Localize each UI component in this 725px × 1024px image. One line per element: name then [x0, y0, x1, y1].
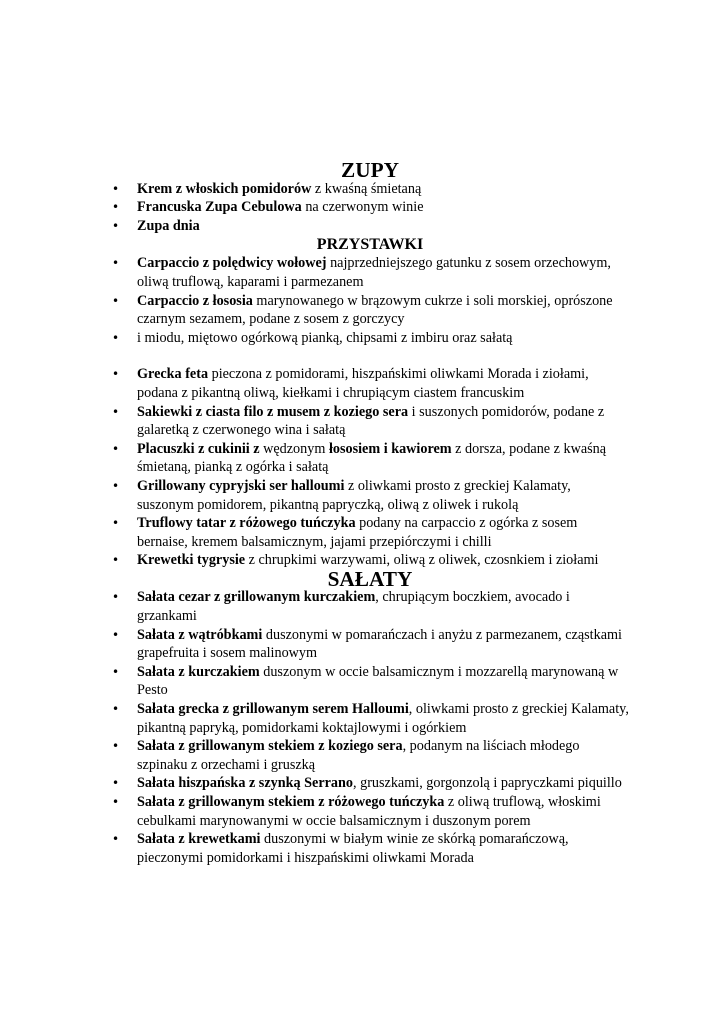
menu-item	[110, 626, 630, 663]
dish-description: duszonymi w białym winie ze skórką pomarańczową, pieczonymi pomidorkami i hiszpańskimi oliwkami Morada	[137, 831, 569, 866]
menu-item	[110, 292, 630, 329]
dish-name: Sałata grecka z grillowanym serem Halloumi	[137, 701, 409, 718]
dish-name: Zupa dnia	[137, 217, 200, 234]
dish-name: Placuszki z cukinii z	[137, 440, 260, 457]
section-list-zupy	[110, 180, 630, 236]
dish-name: Sałata hiszpańska z szynką Serrano	[137, 775, 353, 792]
dish-description: z kwaśną śmietaną	[311, 180, 422, 197]
dish-description: z chrupkimi warzywami, oliwą z oliwek, czosnkiem i ziołami	[245, 552, 599, 569]
menu-item	[110, 403, 630, 440]
dish-name: Krem z włoskich pomidorów	[137, 180, 312, 197]
dish-name: Carpaccio z polędwicy wołowej	[137, 255, 327, 272]
menu-item	[110, 737, 630, 774]
dish-name: Sakiewki z ciasta filo z musem z koziego sera	[137, 403, 409, 420]
menu-item	[110, 365, 630, 402]
dish-description: podany na carpaccio z ogórka z sosem bernaise, kremem balsamicznym, jajami przepiórczymi i chilli	[137, 515, 578, 550]
menu-item	[110, 477, 630, 514]
section-title-zupy: ZUPY	[341, 158, 399, 182]
dish-name: Sałata z wątróbkami	[137, 626, 263, 643]
section-title-salaty: SAŁATY	[327, 566, 413, 591]
dish-description: duszonym w occie balsamicznym i mozzarellą marynowaną w Pesto	[137, 663, 619, 699]
menu-item	[110, 663, 630, 700]
dish-name: Sałata z grillowanym stekiem z różowego tuńczyka	[137, 794, 445, 810]
menu-item	[110, 700, 630, 737]
section-title-przystawki: PRZYSTAWKI	[316, 236, 424, 254]
spacer	[110, 347, 630, 365]
dish-name: Grillowany cypryjski ser halloumi	[137, 477, 345, 494]
dish-name: Sałata z grillowanym stekiem z koziego sera	[137, 738, 403, 755]
menu-item	[110, 514, 630, 551]
dish-description: marynowanego w brązowym cukrze i soli morskiej, oprószone czarnym sezamem, podane z sosem z gorczycy	[137, 292, 613, 328]
dish-description: , oliwkami prosto z greckiej Kalamaty, pikantną papryką, pomidorkami koktajlowymi i ogórkiem	[137, 701, 629, 736]
menu-content	[110, 158, 630, 867]
dish-description: , gruszkami, gorgonzolą i papryczkami piquillo	[353, 775, 622, 792]
dish-description: z oliwkami prosto z greckiej Kalamaty, suszonym pomidorem, pikantną papryczką, oliwą z oliwek i rukolą	[137, 477, 571, 513]
menu-item	[110, 830, 630, 867]
menu-item	[110, 551, 630, 570]
menu-item	[110, 198, 630, 217]
dish-name: Francuska Zupa Cebulowa	[137, 199, 302, 216]
dish-description: , chrupiącym boczkiem, avocado i grzankami	[137, 589, 570, 625]
menu-item	[110, 329, 630, 348]
dish-description: z oliwą truflową, włoskimi cebulkami marynowanymi w occie balsamicznym i duszonym porem	[137, 794, 601, 829]
menu-item	[110, 588, 630, 625]
section-list-przystawki	[110, 254, 630, 570]
menu-item	[110, 774, 630, 793]
dish-description: najprzedniejszego gatunku z sosem orzechowym, oliwą truflową, kaparami i parmezanem	[137, 255, 611, 290]
dish-description: na czerwonym winie	[301, 199, 424, 216]
dish-name: Sałata cezar z grillowanym kurczakiem	[137, 589, 376, 606]
section-list-salaty	[110, 588, 630, 867]
dish-description: i miodu, miętowo ogórkową pianką, chipsami z imbiru oraz sałatą	[137, 329, 513, 346]
dish-description: duszonymi w pomarańczach i anyżu z parmezanem, cząstkami grapefruita i sosem malinowym	[137, 626, 622, 662]
dish-description: z dorsza, podane z kwaśną śmietaną, pianką z ogórka i sałatą	[137, 440, 607, 476]
dish-description: wędzonym	[259, 440, 329, 457]
dish-name: Sałata z krewetkami	[137, 831, 261, 848]
menu-item	[110, 180, 630, 199]
dish-name: łososiem i kawiorem	[328, 440, 452, 457]
menu-item	[110, 217, 630, 236]
menu-item	[110, 793, 630, 830]
dish-name: Truflowy tatar z różowego tuńczyka	[137, 515, 356, 532]
dish-name: Grecka feta	[137, 366, 209, 383]
menu-item	[110, 254, 630, 291]
dish-description: , podanym na liściach młodego szpinaku z orzechami i gruszką	[137, 738, 580, 773]
dish-name: Krewetki tygrysie	[137, 552, 246, 569]
dish-name: Carpaccio z łososia	[137, 292, 253, 309]
menu-item	[110, 440, 630, 477]
dish-description: i suszonych pomidorów, podane z galaretką z czerwonego wina i sałatą	[137, 403, 605, 439]
dish-name: Sałata z kurczakiem	[137, 663, 260, 680]
dish-description: pieczona z pomidorami, hiszpańskimi oliwkami Morada i ziołami, podana z pikantną oliwą, kiełkami i chrupiącym ciastem francuskim	[137, 366, 589, 401]
